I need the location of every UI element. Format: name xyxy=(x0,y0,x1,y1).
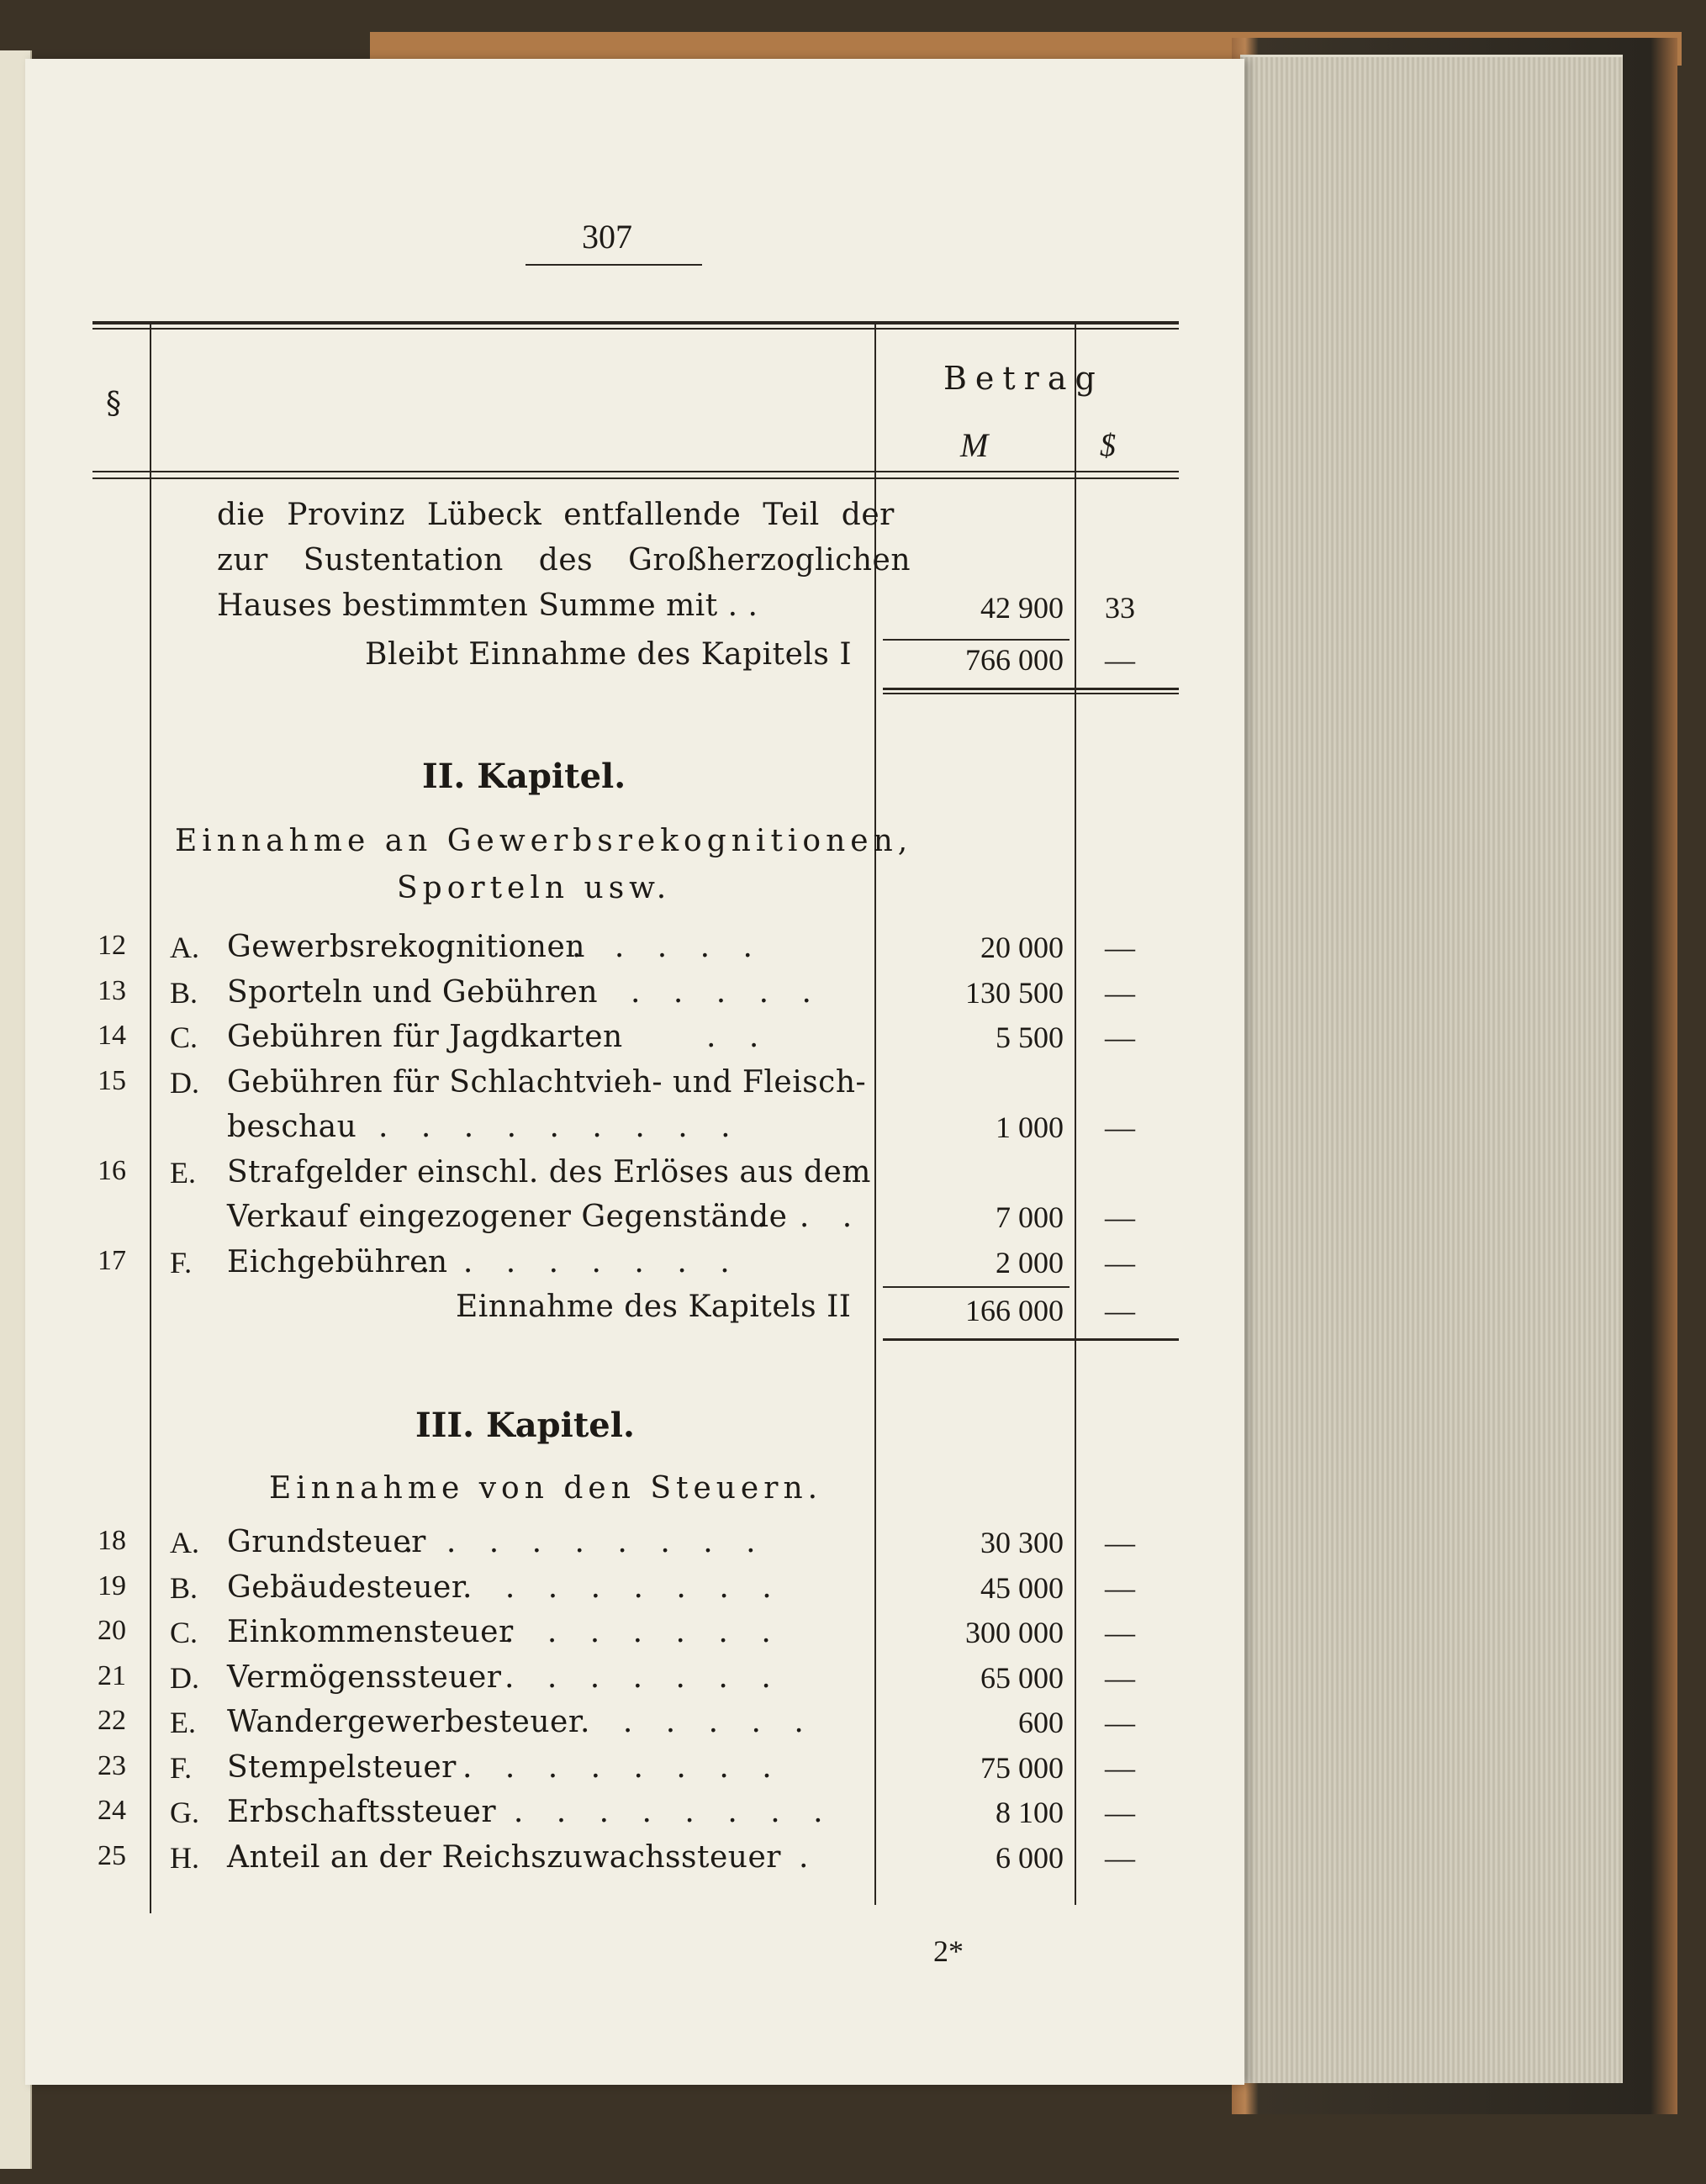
chapter2-row-item-text: Gebühren für Schlachtvieh- und Fleisch- xyxy=(227,1064,867,1100)
chapter2-row-item-text: Gebühren für Jagdkarten xyxy=(227,1020,623,1054)
chapter3-row-item-leader: . . . . . . . xyxy=(504,1615,783,1649)
chapter3-row-item-letter: A. xyxy=(170,1526,199,1559)
chapter2-row-item-leader: . . . . . . . . xyxy=(420,1244,742,1279)
chapter3-row-item-leader: . . . . . . . . xyxy=(462,1749,784,1785)
chapter3-row-item-letter: F. xyxy=(170,1750,193,1785)
chapter3-row-item-pfennig: — xyxy=(1105,1706,1135,1739)
chapter2-row-item-letter: E. xyxy=(170,1155,196,1190)
chapter2-row-item-letter: F. xyxy=(170,1245,193,1279)
chapter3-row-section-number: 21 xyxy=(98,1659,126,1691)
chapter2-row-section-number: 15 xyxy=(98,1064,126,1096)
chapter3-row-item-amount: 6 000 xyxy=(996,1840,1064,1875)
page-number-rule xyxy=(526,264,702,266)
table-top-rule xyxy=(92,321,1179,324)
chapter2-row-section-number: 12 xyxy=(98,930,126,961)
chapter2-row-item-text: Sporteln und Gebühren xyxy=(227,974,599,1010)
chapter3-row-section-number: 20 xyxy=(98,1615,126,1646)
chapter3-row-item-letter: C. xyxy=(170,1616,198,1649)
chapter2-row-item-amount: 1 000 xyxy=(996,1110,1064,1144)
chapter2-row-item-leader: . . . . . . . . . xyxy=(378,1110,742,1144)
chapter2-title-line2: Sporteln usw. xyxy=(397,871,672,905)
chapter2-row-item-leader: . . . . . xyxy=(631,974,823,1010)
chapter2-row-item-letter: D. xyxy=(170,1065,199,1100)
chapter3-row-item-amount: 65 000 xyxy=(980,1660,1064,1695)
carryover-pfennig: 33 xyxy=(1105,591,1135,625)
column-rule-pfennig xyxy=(1075,324,1076,1905)
section-symbol-header: § xyxy=(106,387,121,421)
chapter3-row-item-amount: 300 000 xyxy=(965,1616,1064,1649)
chapter2-total-pfennig: — xyxy=(1105,1294,1135,1327)
remaining-double-rule-2 xyxy=(883,693,1179,694)
mark-unit-header: M xyxy=(960,426,989,464)
chapter2-sum-rule xyxy=(883,1286,1070,1288)
page-number: 307 xyxy=(582,218,632,256)
chapter2-row-item-text: beschau xyxy=(227,1110,357,1144)
table-top-rule-thin xyxy=(92,328,1179,330)
document-page xyxy=(25,59,1244,2085)
pfennig-unit-header: $ xyxy=(1100,428,1116,463)
chapter2-row-item-leader: . . . xyxy=(757,1200,864,1234)
chapter3-row-item-pfennig: — xyxy=(1105,1660,1135,1695)
chapter3-row-item-leader: . . . . . . xyxy=(580,1705,816,1739)
remaining-double-rule-1 xyxy=(883,688,1179,690)
carryover-amount: 42 900 xyxy=(980,591,1064,625)
chapter3-row-item-leader: . xyxy=(799,1839,821,1875)
chapter2-row-item-pfennig: — xyxy=(1105,1200,1135,1234)
chapter3-row-item-text: Anteil an der Reichszuwachssteuer xyxy=(227,1839,781,1875)
chapter3-row-item-leader: . . . . . . . . . xyxy=(404,1525,768,1559)
chapter3-row-item-text: Vermögenssteuer xyxy=(227,1659,502,1695)
chapter2-row-item-text: Gewerbsrekognitionen xyxy=(227,930,585,964)
chapter2-row-item-text: Verkauf eingezogener Gegenstände xyxy=(227,1200,788,1234)
chapter3-row-section-number: 25 xyxy=(98,1839,126,1871)
chapter3-row-item-leader: . . . . . . . . xyxy=(462,1569,784,1605)
chapter3-row-item-amount: 600 xyxy=(1018,1706,1064,1739)
chapter2-total-label: Einnahme des Kapitels II xyxy=(456,1290,852,1324)
chapter3-row-item-amount: 8 100 xyxy=(996,1796,1064,1829)
chapter2-row-item-pfennig: — xyxy=(1105,975,1135,1010)
carryover-line-3: Hauses bestimmten Summe mit . . xyxy=(217,588,758,623)
chapter2-row-item-leader: . . xyxy=(706,1020,771,1054)
chapter3-title: Einnahme von den Steuern. xyxy=(269,1471,823,1506)
chapter2-row-item-pfennig: — xyxy=(1105,931,1135,964)
chapter3-row-section-number: 18 xyxy=(98,1525,126,1556)
chapter2-row-item-amount: 5 500 xyxy=(996,1021,1064,1054)
chapter3-row-item-leader: . . . . . . . xyxy=(504,1659,783,1695)
chapter3-row-section-number: 24 xyxy=(98,1795,126,1826)
chapter3-row-item-letter: B. xyxy=(170,1570,198,1605)
chapter2-row-item-amount: 2 000 xyxy=(996,1245,1064,1279)
chapter2-row-section-number: 17 xyxy=(98,1244,126,1276)
chapter3-row-item-amount: 30 300 xyxy=(980,1526,1064,1559)
chapter2-row-item-pfennig: — xyxy=(1105,1110,1135,1144)
chapter3-row-item-pfennig: — xyxy=(1105,1750,1135,1785)
signature-mark: 2* xyxy=(933,1934,964,1968)
chapter2-total-rule xyxy=(883,1338,1179,1341)
chapter2-row-section-number: 13 xyxy=(98,974,126,1006)
chapter3-row-section-number: 23 xyxy=(98,1749,126,1781)
page-edges xyxy=(1240,55,1623,2083)
chapter3-row-item-letter: E. xyxy=(170,1706,196,1739)
chapter2-row-item-amount: 20 000 xyxy=(980,931,1064,964)
chapter2-row-section-number: 14 xyxy=(98,1020,126,1051)
chapter3-row-item-letter: D. xyxy=(170,1660,199,1695)
remaining-label: Bleibt Einnahme des Kapitels I xyxy=(365,637,853,672)
chapter2-row-item-letter: A. xyxy=(170,931,199,964)
column-rule-section xyxy=(150,324,151,1913)
chapter2-row-item-text: Eichgebühren xyxy=(227,1244,448,1279)
chapter3-row-item-pfennig: — xyxy=(1105,1616,1135,1649)
carryover-line-2: zur Sustentation des Großherzoglichen xyxy=(217,543,911,578)
chapter3-row-item-text: Wandergewerbesteuer xyxy=(227,1705,584,1739)
chapter3-row-item-text: Einkommensteuer xyxy=(227,1615,514,1649)
chapter2-heading: II. Kapitel. xyxy=(422,757,626,796)
chapter3-row-item-text: Stempelsteuer xyxy=(227,1749,457,1785)
remaining-amount: 766 000 xyxy=(965,643,1064,677)
chapter2-row-item-pfennig: — xyxy=(1105,1021,1135,1054)
chapter3-row-item-pfennig: — xyxy=(1105,1796,1135,1829)
carryover-sum-rule xyxy=(883,639,1070,641)
carryover-line-1: die Provinz Lübeck entfallende Teil der xyxy=(217,498,895,532)
chapter3-row-item-amount: 45 000 xyxy=(980,1570,1064,1605)
chapter3-row-item-pfennig: — xyxy=(1105,1526,1135,1559)
chapter3-row-item-pfennig: — xyxy=(1105,1570,1135,1605)
chapter2-title-line1: Einnahme an Gewerbsrekognitionen, xyxy=(175,824,913,858)
chapter3-row-item-text: Erbschaftssteuer xyxy=(227,1795,497,1829)
chapter3-row-item-text: Gebäudesteuer xyxy=(227,1569,467,1605)
chapter2-row-item-amount: 7 000 xyxy=(996,1200,1064,1234)
chapter3-row-item-pfennig: — xyxy=(1105,1840,1135,1875)
amount-header: Betrag xyxy=(943,360,1104,397)
chapter2-row-item-text: Strafgelder einschl. des Erlöses aus dem xyxy=(227,1154,871,1190)
chapter3-row-item-leader: . . . . . . . . . xyxy=(471,1795,835,1829)
remaining-pfennig: — xyxy=(1105,643,1135,677)
chapter2-row-item-letter: C. xyxy=(170,1021,198,1054)
chapter2-row-item-amount: 130 500 xyxy=(965,975,1064,1010)
chapter3-row-section-number: 19 xyxy=(98,1569,126,1601)
chapter3-row-item-text: Grundsteuer xyxy=(227,1525,426,1559)
header-bottom-rule xyxy=(92,471,1179,472)
chapter3-row-item-letter: H. xyxy=(170,1840,199,1875)
chapter2-row-item-leader: . . . . . xyxy=(572,930,764,964)
chapter3-row-item-letter: G. xyxy=(170,1796,199,1829)
header-bottom-rule-thin xyxy=(92,477,1179,479)
chapter3-row-section-number: 22 xyxy=(98,1705,126,1736)
chapter2-total-amount: 166 000 xyxy=(965,1294,1064,1327)
chapter2-row-item-pfennig: — xyxy=(1105,1245,1135,1279)
chapter2-row-section-number: 16 xyxy=(98,1154,126,1186)
chapter2-row-item-letter: B. xyxy=(170,975,198,1010)
chapter3-row-item-amount: 75 000 xyxy=(980,1750,1064,1785)
chapter3-heading: III. Kapitel. xyxy=(415,1406,635,1445)
